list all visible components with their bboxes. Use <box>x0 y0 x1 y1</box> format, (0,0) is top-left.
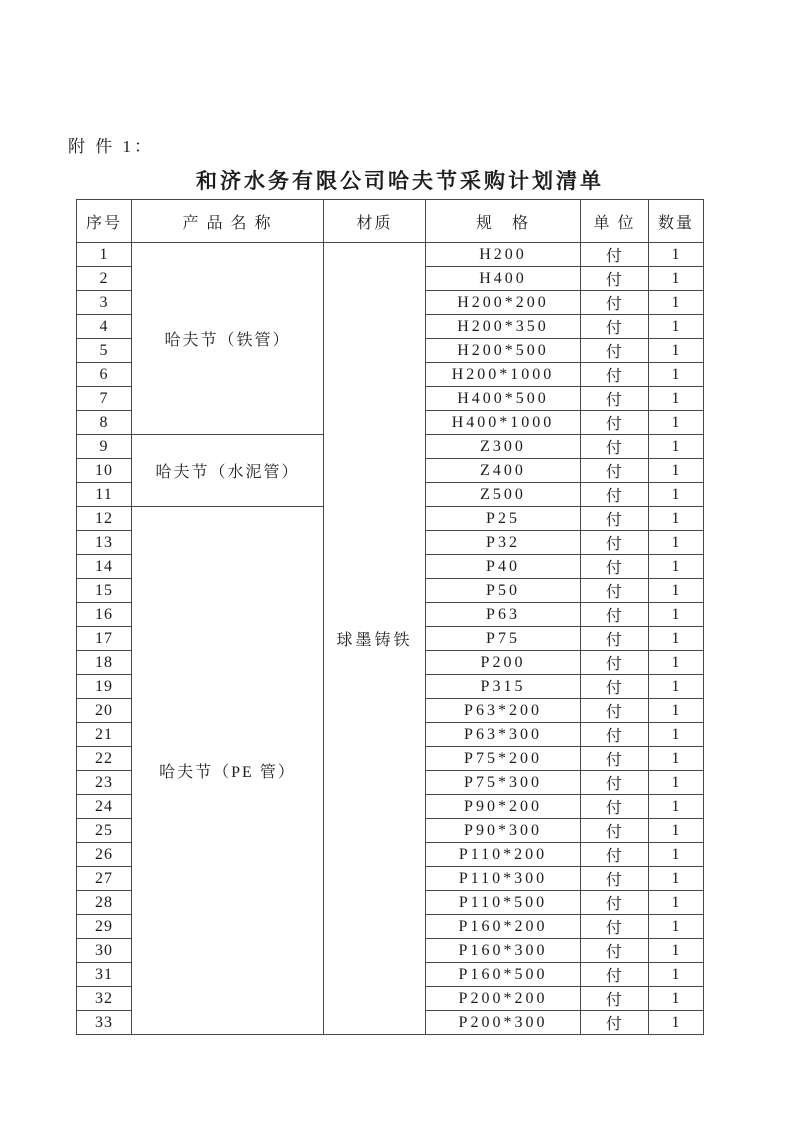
spec-cell: P160*500 <box>426 963 581 987</box>
qty-cell: 1 <box>649 243 704 267</box>
table-body <box>77 243 704 1035</box>
row-number-cell: 6 <box>77 363 132 387</box>
unit-cell: 付 <box>581 627 649 651</box>
unit-cell: 付 <box>581 867 649 891</box>
unit-cell: 付 <box>581 363 649 387</box>
spec-cell: H200*500 <box>426 339 581 363</box>
qty-cell: 1 <box>649 579 704 603</box>
column-header-qty: 数量 <box>649 200 704 243</box>
qty-cell: 1 <box>649 771 704 795</box>
row-number-cell: 24 <box>77 795 132 819</box>
unit-cell: 付 <box>581 411 649 435</box>
row-number-cell: 2 <box>77 267 132 291</box>
qty-cell: 1 <box>649 723 704 747</box>
table-row <box>77 243 704 267</box>
spec-cell: H400*500 <box>426 387 581 411</box>
spec-cell: P160*300 <box>426 939 581 963</box>
row-number-cell: 16 <box>77 603 132 627</box>
spec-cell: P110*300 <box>426 867 581 891</box>
qty-cell: 1 <box>649 699 704 723</box>
unit-cell: 付 <box>581 531 649 555</box>
qty-cell: 1 <box>649 651 704 675</box>
unit-cell: 付 <box>581 819 649 843</box>
qty-cell: 1 <box>649 483 704 507</box>
row-number-cell: 26 <box>77 843 132 867</box>
row-number-cell: 28 <box>77 891 132 915</box>
spec-cell: Z300 <box>426 435 581 459</box>
spec-cell: P200 <box>426 651 581 675</box>
row-number-cell: 33 <box>77 1011 132 1035</box>
product-name-cell: 哈夫节（水泥管） <box>132 435 324 507</box>
spec-cell: P315 <box>426 675 581 699</box>
row-number-cell: 12 <box>77 507 132 531</box>
qty-cell: 1 <box>649 507 704 531</box>
column-header-material: 材质 <box>324 200 426 243</box>
qty-cell: 1 <box>649 867 704 891</box>
spec-cell: P40 <box>426 555 581 579</box>
qty-cell: 1 <box>649 987 704 1011</box>
unit-cell: 付 <box>581 507 649 531</box>
qty-cell: 1 <box>649 627 704 651</box>
row-number-cell: 27 <box>77 867 132 891</box>
spec-cell: P50 <box>426 579 581 603</box>
row-number-cell: 9 <box>77 435 132 459</box>
row-number-cell: 22 <box>77 747 132 771</box>
qty-cell: 1 <box>649 339 704 363</box>
qty-cell: 1 <box>649 267 704 291</box>
unit-cell: 付 <box>581 555 649 579</box>
row-number-cell: 20 <box>77 699 132 723</box>
spec-cell: H400*1000 <box>426 411 581 435</box>
row-number-cell: 17 <box>77 627 132 651</box>
unit-cell: 付 <box>581 675 649 699</box>
product-name-cell: 哈夫节（PE 管） <box>132 507 324 1035</box>
spec-cell: P90*200 <box>426 795 581 819</box>
row-number-cell: 10 <box>77 459 132 483</box>
row-number-cell: 30 <box>77 939 132 963</box>
unit-cell: 付 <box>581 747 649 771</box>
table-header <box>77 200 704 243</box>
unit-cell: 付 <box>581 483 649 507</box>
spec-cell: P63*200 <box>426 699 581 723</box>
column-header-product: 产 品 名 称 <box>132 200 324 243</box>
qty-cell: 1 <box>649 915 704 939</box>
row-number-cell: 3 <box>77 291 132 315</box>
unit-cell: 付 <box>581 699 649 723</box>
row-number-cell: 15 <box>77 579 132 603</box>
row-number-cell: 23 <box>77 771 132 795</box>
unit-cell: 付 <box>581 291 649 315</box>
unit-cell: 付 <box>581 459 649 483</box>
spec-cell: P75*300 <box>426 771 581 795</box>
procurement-table <box>76 199 704 1035</box>
qty-cell: 1 <box>649 939 704 963</box>
spec-cell: P160*200 <box>426 915 581 939</box>
qty-cell: 1 <box>649 315 704 339</box>
unit-cell: 付 <box>581 435 649 459</box>
qty-cell: 1 <box>649 411 704 435</box>
qty-cell: 1 <box>649 291 704 315</box>
unit-cell: 付 <box>581 915 649 939</box>
spec-cell: P75*200 <box>426 747 581 771</box>
spec-cell: P75 <box>426 627 581 651</box>
qty-cell: 1 <box>649 795 704 819</box>
row-number-cell: 14 <box>77 555 132 579</box>
spec-cell: Z500 <box>426 483 581 507</box>
row-number-cell: 13 <box>77 531 132 555</box>
unit-cell: 付 <box>581 387 649 411</box>
row-number-cell: 32 <box>77 987 132 1011</box>
spec-cell: H200*1000 <box>426 363 581 387</box>
spec-cell: P200*200 <box>426 987 581 1011</box>
unit-cell: 付 <box>581 651 649 675</box>
qty-cell: 1 <box>649 747 704 771</box>
qty-cell: 1 <box>649 1011 704 1035</box>
spec-cell: P63 <box>426 603 581 627</box>
spec-cell: H200*350 <box>426 315 581 339</box>
page-title: 和济水务有限公司哈夫节采购计划清单 <box>196 169 604 193</box>
column-header-unit: 单 位 <box>581 200 649 243</box>
unit-cell: 付 <box>581 843 649 867</box>
spec-cell: P110*200 <box>426 843 581 867</box>
spec-cell: P110*500 <box>426 891 581 915</box>
header-row <box>77 200 704 243</box>
row-number-cell: 19 <box>77 675 132 699</box>
row-number-cell: 7 <box>77 387 132 411</box>
qty-cell: 1 <box>649 819 704 843</box>
qty-cell: 1 <box>649 531 704 555</box>
row-number-cell: 11 <box>77 483 132 507</box>
unit-cell: 付 <box>581 243 649 267</box>
unit-cell: 付 <box>581 579 649 603</box>
qty-cell: 1 <box>649 843 704 867</box>
row-number-cell: 8 <box>77 411 132 435</box>
qty-cell: 1 <box>649 459 704 483</box>
row-number-cell: 4 <box>77 315 132 339</box>
unit-cell: 付 <box>581 1011 649 1035</box>
spec-cell: P90*300 <box>426 819 581 843</box>
row-number-cell: 25 <box>77 819 132 843</box>
qty-cell: 1 <box>649 963 704 987</box>
qty-cell: 1 <box>649 363 704 387</box>
unit-cell: 付 <box>581 795 649 819</box>
spec-cell: P63*300 <box>426 723 581 747</box>
row-number-cell: 18 <box>77 651 132 675</box>
unit-cell: 付 <box>581 267 649 291</box>
product-name-cell: 哈夫节（铁管） <box>132 243 324 435</box>
spec-cell: H400 <box>426 267 581 291</box>
qty-cell: 1 <box>649 387 704 411</box>
unit-cell: 付 <box>581 315 649 339</box>
column-header-no: 序号 <box>77 200 132 243</box>
spec-cell: P200*300 <box>426 1011 581 1035</box>
qty-cell: 1 <box>649 603 704 627</box>
spec-cell: Z400 <box>426 459 581 483</box>
unit-cell: 付 <box>581 603 649 627</box>
unit-cell: 付 <box>581 891 649 915</box>
row-number-cell: 5 <box>77 339 132 363</box>
row-number-cell: 31 <box>77 963 132 987</box>
qty-cell: 1 <box>649 435 704 459</box>
qty-cell: 1 <box>649 675 704 699</box>
unit-cell: 付 <box>581 723 649 747</box>
spec-cell: H200*200 <box>426 291 581 315</box>
row-number-cell: 29 <box>77 915 132 939</box>
spec-cell: P25 <box>426 507 581 531</box>
spec-cell: P32 <box>426 531 581 555</box>
unit-cell: 付 <box>581 939 649 963</box>
unit-cell: 付 <box>581 339 649 363</box>
unit-cell: 付 <box>581 963 649 987</box>
material-cell: 球墨铸铁 <box>324 243 426 1035</box>
unit-cell: 付 <box>581 987 649 1011</box>
unit-cell: 付 <box>581 771 649 795</box>
column-header-spec: 规 格 <box>426 200 581 243</box>
row-number-cell: 21 <box>77 723 132 747</box>
qty-cell: 1 <box>649 891 704 915</box>
row-number-cell: 1 <box>77 243 132 267</box>
qty-cell: 1 <box>649 555 704 579</box>
spec-cell: H200 <box>426 243 581 267</box>
attachment-label: 附 件 1： <box>68 137 154 156</box>
